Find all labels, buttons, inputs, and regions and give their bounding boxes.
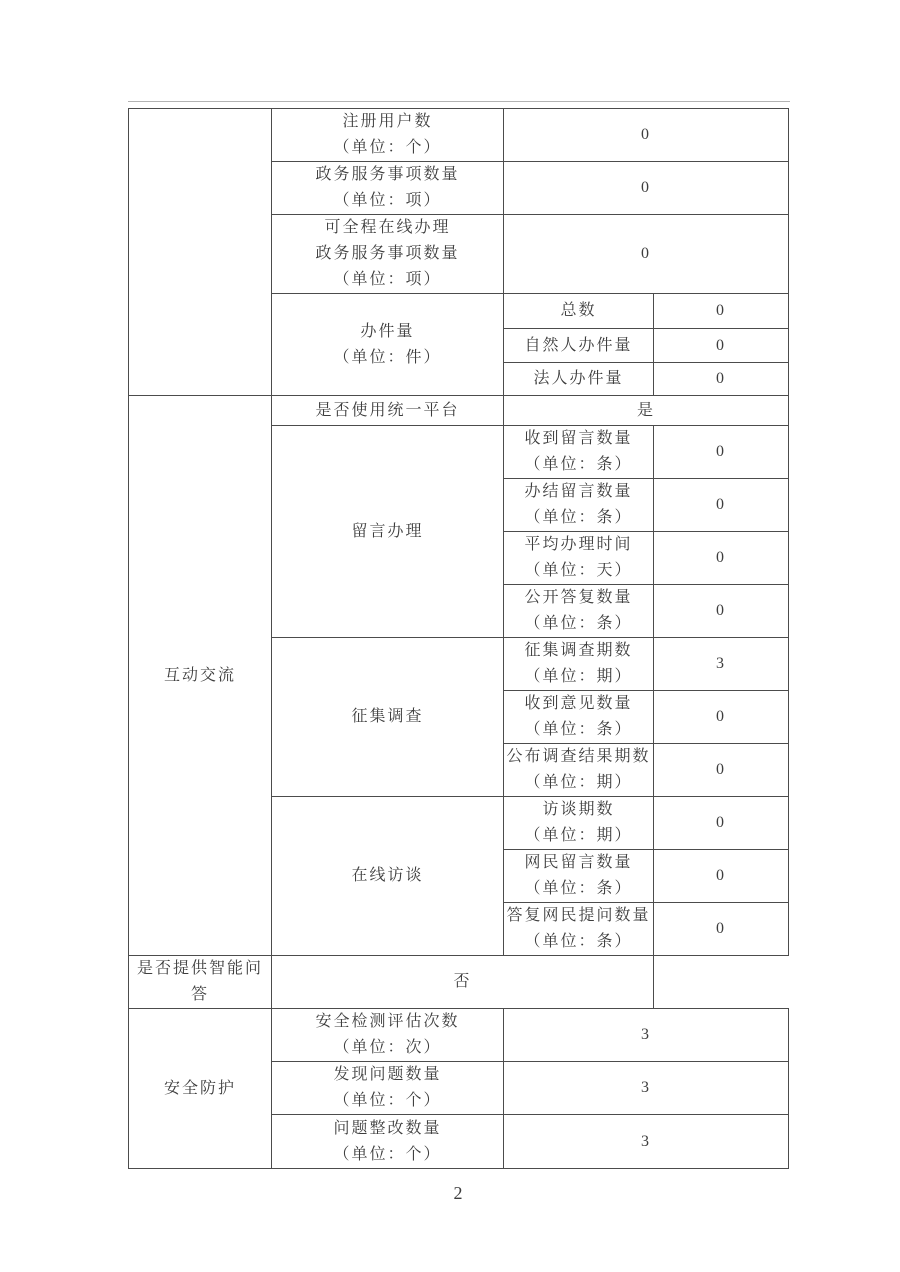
sublabel-legal-person: 法人办件量 — [504, 363, 654, 396]
value-survey-results: 0 — [654, 744, 789, 797]
value-service-items: 0 — [504, 162, 789, 215]
label-line: 网民留言数量 — [524, 854, 633, 871]
label-unit-line: （单位：条） — [524, 880, 633, 897]
group-label-message-handling: 留言办理 — [272, 426, 504, 638]
label-unit-line: （单位：期） — [524, 827, 633, 844]
label-line: 安全检测评估次数 — [315, 1013, 460, 1030]
label-line: 收到留言数量 — [524, 430, 633, 447]
category-cell-interaction: 互动交流 — [129, 396, 272, 956]
label-registered-users — [272, 109, 504, 162]
sublabel-netizen-messages — [504, 850, 654, 903]
value-registered-users: 0 — [504, 109, 789, 162]
label-problems-found — [272, 1062, 504, 1115]
sublabel-interview-periods — [504, 797, 654, 850]
label-unit-line: （单位：条） — [524, 933, 633, 950]
label-unit-line: （单位：个） — [333, 1145, 442, 1163]
value-netizen-replies: 0 — [654, 903, 789, 956]
value-survey-opinions: 0 — [654, 691, 789, 744]
label-service-items — [272, 162, 504, 215]
value-interview-periods: 0 — [654, 797, 789, 850]
value-messages-completed: 0 — [654, 479, 789, 532]
page-number: 2 — [453, 1183, 463, 1203]
value-survey-periods: 3 — [654, 638, 789, 691]
label-unified-platform: 是否使用统一平台 — [272, 396, 504, 426]
sublabel-survey-results — [504, 744, 654, 797]
label-line: 答复网民提问数量 — [506, 907, 651, 924]
group-label-survey: 征集调查 — [272, 638, 504, 797]
sublabel-survey-opinions — [504, 691, 654, 744]
label-problems-fixed — [272, 1115, 504, 1169]
label-line: 政务服务事项数量 — [315, 245, 460, 262]
label-unit-line: （单位：次） — [333, 1039, 442, 1056]
label-line: 征集调查期数 — [524, 642, 633, 659]
value-messages-received: 0 — [654, 426, 789, 479]
value-legal-person: 0 — [654, 363, 789, 396]
value-avg-handle-time: 0 — [654, 532, 789, 585]
label-unit-line: （单位：条） — [524, 456, 633, 473]
sublabel-case-total: 总数 — [504, 294, 654, 329]
label-unit-line: （单位：条） — [524, 615, 633, 632]
label-line: 政务服务事项数量 — [315, 166, 460, 183]
label-line: 问题整改数量 — [333, 1119, 442, 1137]
value-problems-found: 3 — [504, 1062, 789, 1115]
label-unit-line: （单位：件） — [333, 348, 442, 366]
label-line: 发现问题数量 — [333, 1066, 442, 1083]
label-line: 公开答复数量 — [524, 589, 633, 606]
value-public-replies: 0 — [654, 585, 789, 638]
label-line: 公布调查结果期数 — [506, 748, 651, 765]
label-online-service-items — [272, 215, 504, 294]
label-line: 注册用户数 — [342, 113, 433, 130]
sublabel-natural-person: 自然人办件量 — [504, 329, 654, 363]
label-unit-line: （单位：天） — [524, 562, 633, 579]
value-netizen-messages: 0 — [654, 850, 789, 903]
sublabel-public-replies — [504, 585, 654, 638]
label-line: 访谈期数 — [542, 801, 615, 818]
value-smart-qa: 否 — [272, 956, 654, 1009]
label-unit-line: （单位：个） — [333, 1092, 442, 1109]
value-security-checks: 3 — [504, 1009, 789, 1062]
label-unit-line: （单位：条） — [524, 509, 633, 526]
label-line: 收到意见数量 — [524, 695, 633, 712]
value-online-service-items: 0 — [504, 215, 789, 294]
label-line: 可全程在线办理 — [324, 219, 451, 236]
label-line: 平均办理时间 — [524, 536, 633, 553]
label-unit-line: （单位：条） — [524, 721, 633, 738]
statistics-table — [128, 108, 789, 1169]
sublabel-messages-received — [504, 426, 654, 479]
value-problems-fixed: 3 — [504, 1115, 789, 1169]
category-cell-empty — [129, 109, 272, 396]
label-unit-line: （单位：期） — [524, 774, 633, 791]
label-smart-qa: 是否提供智能问答 — [129, 956, 272, 1009]
label-unit-line: （单位：项） — [333, 192, 442, 209]
sublabel-messages-completed — [504, 479, 654, 532]
label-case-volume — [272, 294, 504, 396]
category-cell-security: 安全防护 — [129, 1009, 272, 1169]
value-natural-person: 0 — [654, 329, 789, 363]
label-unit-line: （单位：个） — [333, 139, 442, 156]
value-case-total: 0 — [654, 294, 789, 329]
label-unit-line: （单位：期） — [524, 668, 633, 685]
label-security-checks — [272, 1009, 504, 1062]
sublabel-survey-periods — [504, 638, 654, 691]
label-line: 办结留言数量 — [524, 483, 633, 500]
group-label-interview: 在线访谈 — [272, 797, 504, 956]
sublabel-netizen-replies — [504, 903, 654, 956]
label-unit-line: （单位：项） — [333, 271, 442, 288]
page-break-hairline — [128, 101, 790, 102]
sublabel-avg-handle-time — [504, 532, 654, 585]
value-unified-platform: 是 — [504, 396, 789, 426]
label-line: 办件量 — [360, 322, 415, 340]
